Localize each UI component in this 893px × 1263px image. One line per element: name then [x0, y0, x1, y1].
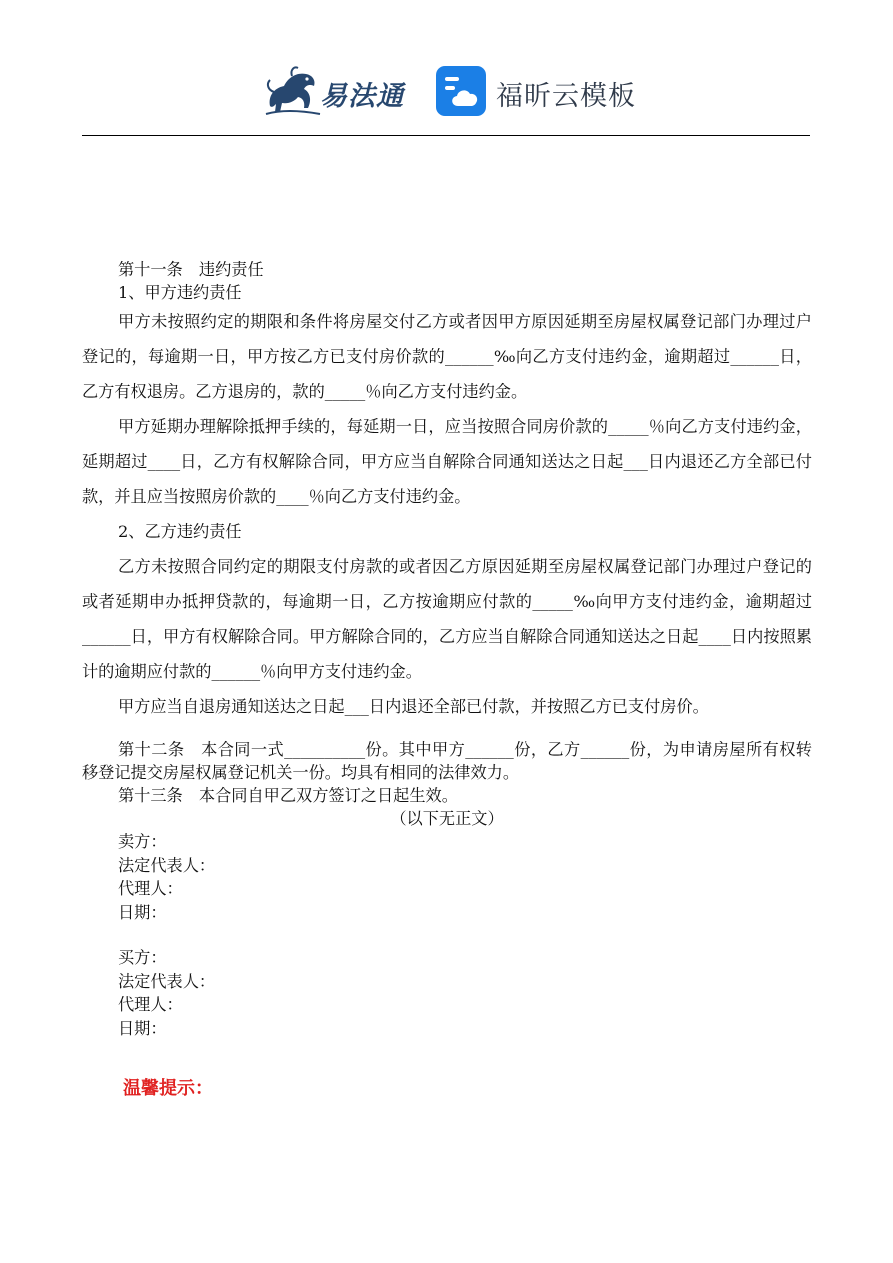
end-note: （以下无正文） — [390, 809, 504, 828]
yifatong-logo — [262, 62, 414, 118]
section-1-paragraph-2: 甲方延期办理解除抵押手续的，每延期一日，应当按照合同房价款的_____％向乙方支付违约金，延期超过____日，乙方有权解除合同，甲方应当自解除合同通知送达之日起___日内退还乙方全部已付款，并且应当按照房价款的____％向乙方支付违约金。 — [82, 417, 812, 506]
page-header — [0, 0, 893, 136]
buyer-agent-label: 代理人： — [118, 995, 183, 1014]
buyer-label: 买方： — [118, 948, 167, 967]
spacer — [82, 924, 812, 946]
buyer-legal-rep-label: 法定代表人： — [118, 971, 216, 991]
article-11-title: 第十一条 违约责任 — [118, 260, 264, 279]
header-divider — [82, 135, 810, 136]
section-1-paragraph-1: 甲方未按照约定的期限和条件将房屋交付乙方或者因甲方原因延期至房屋权属登记部门办理过户登记的，每逾期一日，甲方按乙方已支付房价款的______‰向乙方支付违约金，逾期超过______日，乙方有权退房。乙方退房的，款的_____％向乙方支付违约金。 — [82, 312, 812, 401]
contract-body — [82, 258, 812, 1040]
article-13: 第十三条 本合同自甲乙双方签订之日起生效。 — [118, 786, 458, 805]
buyer-signature-block — [82, 946, 812, 1040]
section-2-title: 2、乙方违约责任 — [118, 522, 242, 541]
tip-heading: 温馨提示： — [123, 1078, 213, 1099]
article-12: 第十二条 本合同一式__________份。其中甲方______份，乙方______份，为申请房屋所有权转移登记提交房屋权属登记机关一份。均具有相同的法律效力。 — [82, 740, 812, 782]
seller-legal-rep-label: 法定代表人： — [118, 855, 216, 875]
qilin-icon — [262, 62, 324, 118]
seller-date-label: 日期： — [118, 902, 167, 922]
buyer-date-label: 日期： — [118, 1018, 167, 1038]
seller-signature-block — [82, 830, 812, 924]
section-2-paragraph-1: 乙方未按照合同约定的期限支付房款的或者因乙方原因延期至房屋权属登记部门办理过户登记的或者延期申办抵押贷款的，每逾期一日，乙方按逾期应付款的_____‰向甲方支付违约金，逾期超过______日，甲方有权解除合同。甲方解除合同的，乙方应当自解除合同通知送达之日起____日内按照累计的逾期应付款的______％向甲方支付违约金。 — [82, 557, 812, 681]
cloud-template-icon — [436, 66, 486, 116]
fuxin-logo — [436, 66, 636, 118]
section-1-title: 1、甲方违约责任 — [118, 283, 242, 302]
brand-right-text: 福昕云模板 — [496, 81, 636, 112]
section-2-paragraph-2: 甲方应当自退房通知送达之日起___日内退还全部已付款，并按照乙方已支付房价。 — [118, 697, 709, 716]
seller-label: 卖方： — [118, 832, 167, 851]
spacer — [82, 724, 812, 738]
brand-left-text: 易法通 — [320, 81, 404, 112]
seller-agent-label: 代理人： — [118, 879, 183, 898]
